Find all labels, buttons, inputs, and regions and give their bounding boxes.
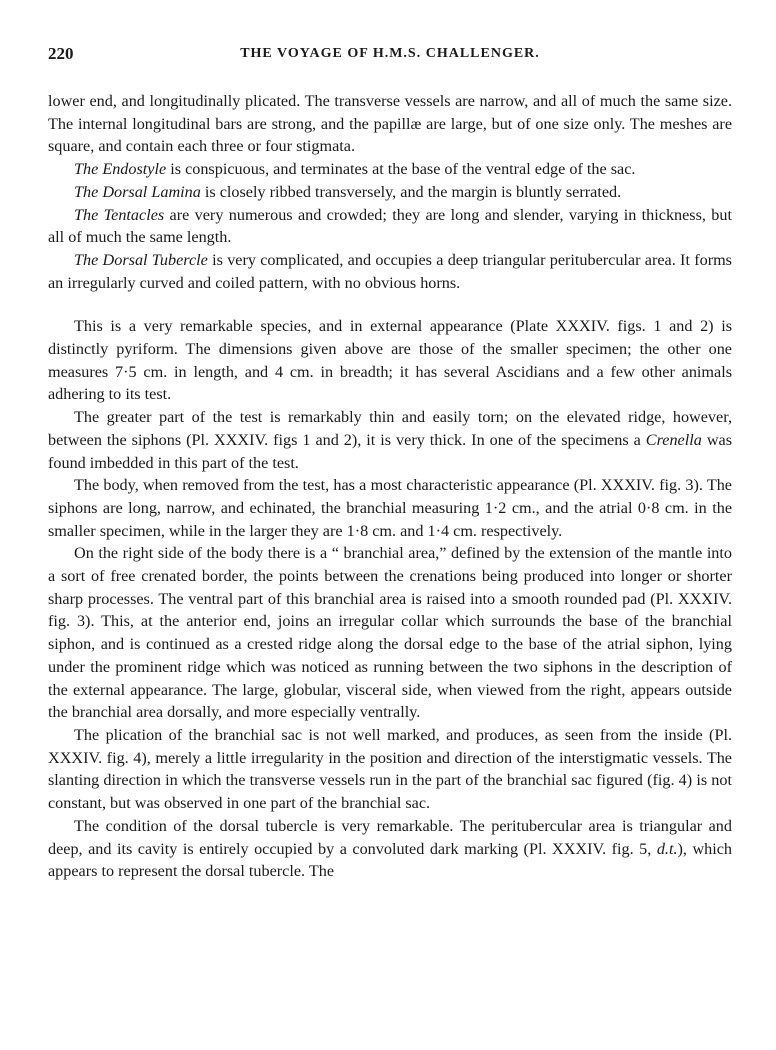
section-gap xyxy=(48,294,732,315)
dorsal-lamina-text: is closely ribbed transversely, and the margin is bluntly serrated. xyxy=(200,182,622,201)
tentacles-text: are very numerous and crowded; they are long and slender, varying in thickness, but all of much the same length. xyxy=(48,205,732,247)
term-dorsal-tubercle: The Dorsal Tubercle xyxy=(74,250,208,269)
condition-text-before: The condition of the dorsal tubercle is very remarkable. The peritubercular area is triangular and deep, and its cavity is entirely occupied by a convoluted dark marking (Pl. XXXIV. fig. 5, xyxy=(48,816,732,858)
paragraph-plication: The plication of the branchial sac is not well marked, and produces, as seen from the inside (Pl. XXXIV. fig. 4), merely a little irregularity in the position and direction of the interstigmatic vessels. The slanting direction in which the transverse vessels run in the part of the branchial sac figured (fig. 4) is not constant, but was observed in one part of the branchial sac. xyxy=(48,725,732,813)
paragraph-test xyxy=(48,406,732,474)
endostyle-text: is conspicuous, and terminates at the base of the ventral edge of the sac. xyxy=(166,160,636,179)
term-dorsal-lamina: The Dorsal Lamina xyxy=(74,182,201,201)
abbr-dt: d.t. xyxy=(656,839,678,858)
paragraph-dorsal-tubercle xyxy=(48,249,732,294)
genus-crenella: Crenella xyxy=(645,430,702,449)
paragraph-tentacles xyxy=(48,204,732,249)
paragraph-endostyle xyxy=(48,158,732,181)
paragraph-dorsal-lamina xyxy=(48,181,732,204)
paragraph-external-appearance: This is a very remarkable species, and in external appearance (Plate XXXIV. figs. 1 and 2) is distinctly pyriform. The dimensions given above are those of the smaller specimen; the other one measures 7·5 cm. in length, and 4 cm. in breadth; it has several Ascidians and a few other animals adhering to its test. xyxy=(48,317,732,404)
page-header xyxy=(48,44,732,70)
page xyxy=(48,44,732,883)
test-text-after: was found imbedded in this part of the test. xyxy=(48,430,732,472)
term-tentacles: The Tentacles xyxy=(74,205,165,224)
running-title: THE VOYAGE OF H.M.S. CHALLENGER. xyxy=(240,46,540,61)
condition-text-after: ), which appears to represent the dorsal tubercle. The xyxy=(48,839,733,881)
test-text-before: The greater part of the test is remarkably thin and easily torn; on the elevated ridge, however, between the siphons (Pl. XXXIV. figs 1 and 2), it is very thick. In one of the specimens a xyxy=(48,408,732,449)
paragraph-1: lower end, and longitudinally plicated. The transverse vessels are narrow, and all of much the same size. The internal longitudinal bars are strong, and the papillæ are large, but of one size only. The meshes are square, and contain each three or four stigmata. xyxy=(48,92,732,156)
page-number: 220 xyxy=(48,44,74,63)
paragraph-body: The body, when removed from the test, has a most characteristic appearance (Pl. XXXIV. fig. 3). The siphons are long, narrow, and echinated, the branchial measuring 1·2 cm., and the atrial 0·8 cm. in the smaller specimen, while in the larger they are 1·8 cm. and 1·4 cm. respectively. xyxy=(48,476,732,540)
term-endostyle: The Endostyle xyxy=(74,160,167,179)
dorsal-tubercle-text: is very complicated, and occupies a deep triangular peritubercular area. It forms an irregularly curved and coiled pattern, with no obvious horns. xyxy=(48,250,732,292)
paragraph-branchial-area: On the right side of the body there is a “ branchial area,” defined by the extension of the mantle into a sort of free crenated border, the points between the crenations being produced into longer or shorter sharp processes. The ventral part of this branchial area is raised into a smooth rounded pad (Pl. XXXIV. fig. 3). This, at the anterior end, joins an irregular collar which surrounds the base of the branchial siphon, and is continued as a crested ridge along the dorsal edge to the base of the atrial siphon, lying under the prominent ridge which was noticed as running between the two siphons in the description of the external appearance. The large, globular, visceral side, when viewed from the right, appears outside the branchial area dorsally, and more especially ventrally. xyxy=(48,544,732,722)
paragraph-condition xyxy=(48,815,732,883)
